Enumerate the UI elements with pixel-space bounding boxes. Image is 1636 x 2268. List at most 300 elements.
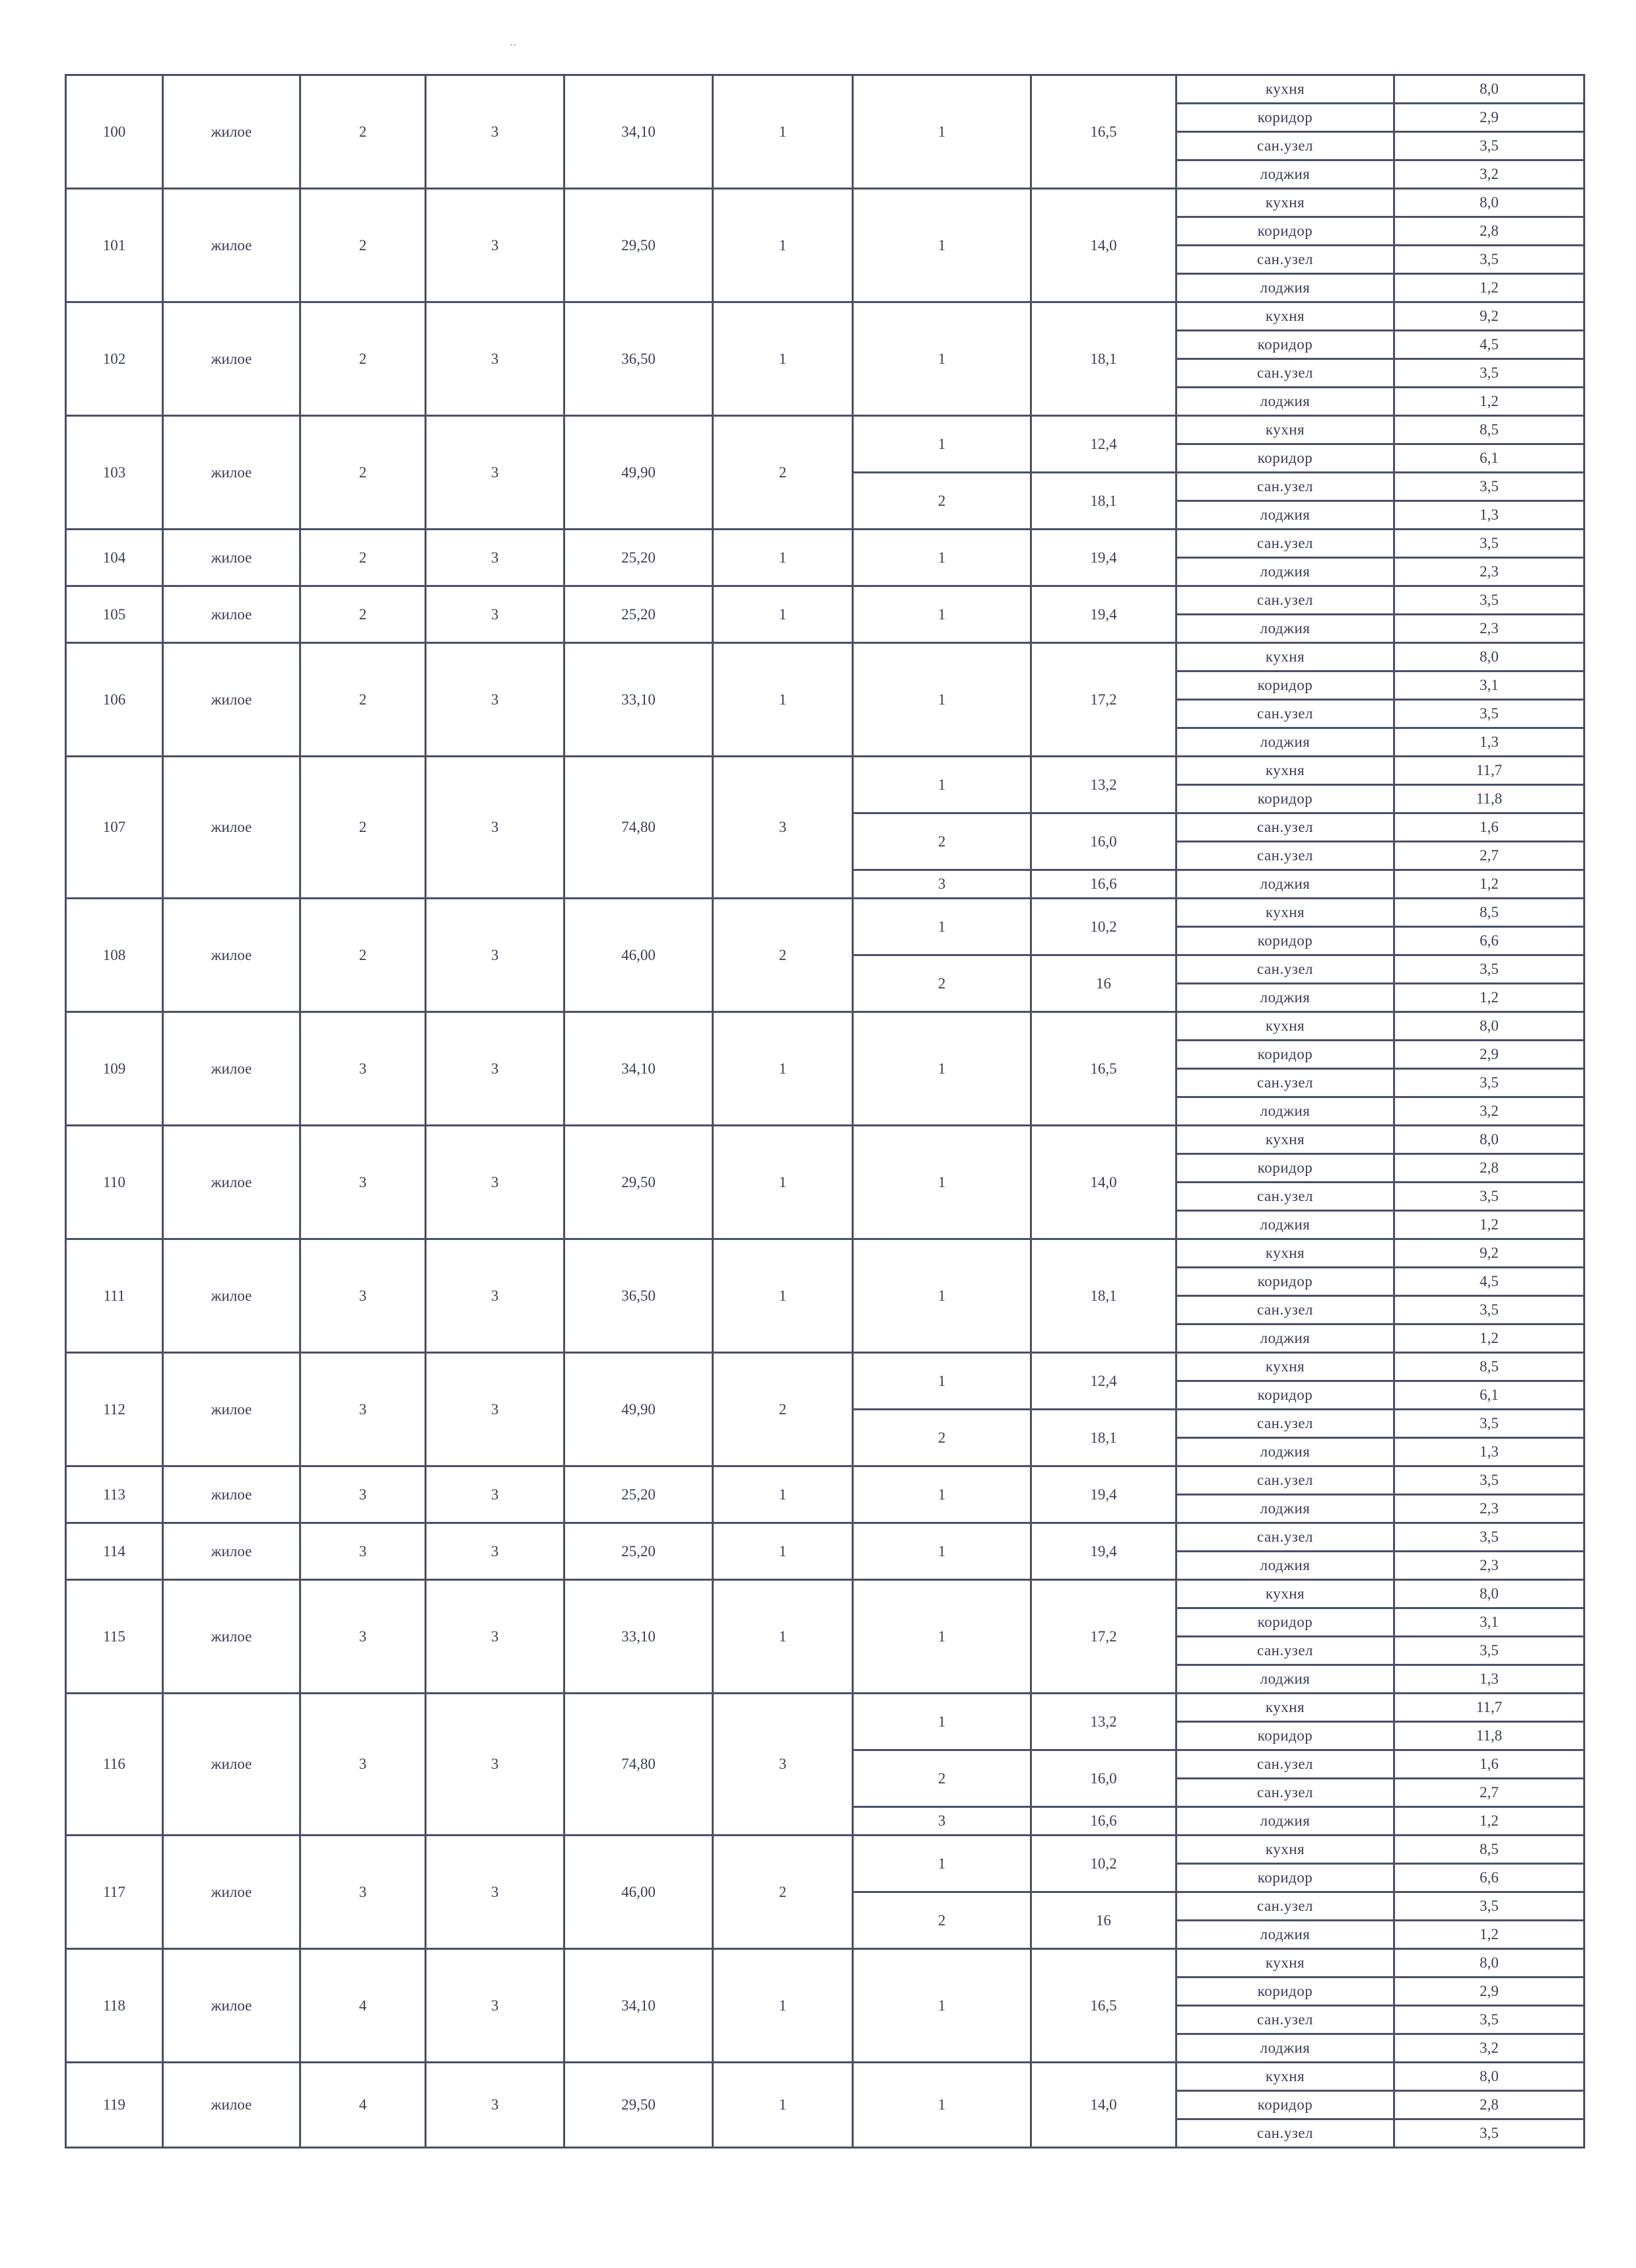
flat-type: жилое — [163, 1580, 300, 1694]
aux-room-name: лоджия — [1176, 1438, 1394, 1466]
aux-room-name: кухня — [1176, 189, 1394, 217]
aux-room-name: коридор — [1176, 927, 1394, 955]
aux-room-area: 1,2 — [1394, 1921, 1585, 1949]
aux-room-area: 2,9 — [1394, 104, 1585, 132]
rooms-count: 1 — [713, 75, 853, 189]
living-room-area: 18,1 — [1031, 302, 1176, 416]
aux-room-name: лоджия — [1176, 1211, 1394, 1239]
rooms-count: 1 — [713, 1012, 853, 1126]
aux-room-area: 1,2 — [1394, 388, 1585, 416]
flat-type: жилое — [163, 302, 300, 416]
flat-number: 109 — [66, 1012, 163, 1126]
section-cell: 3 — [426, 899, 564, 1012]
flat-type: жилое — [163, 1694, 300, 1836]
living-room-number: 2 — [853, 955, 1031, 1012]
aux-room-area: 6,6 — [1394, 1864, 1585, 1892]
flat-number: 111 — [66, 1239, 163, 1353]
aux-room-area: 8,0 — [1394, 643, 1585, 671]
living-room-number: 1 — [853, 1949, 1031, 2063]
aux-room-name: лоджия — [1176, 1324, 1394, 1353]
table-row — [66, 1239, 1585, 1268]
living-room-number: 1 — [853, 416, 1031, 473]
aux-room-name: лоджия — [1176, 1921, 1394, 1949]
aux-room-name: кухня — [1176, 1580, 1394, 1608]
aux-room-name: лоджия — [1176, 1097, 1394, 1126]
table-row — [66, 1012, 1585, 1041]
floor-cell: 3 — [300, 1012, 426, 1126]
aux-room-name: сан.узел — [1176, 1183, 1394, 1211]
living-room-number: 1 — [853, 1012, 1031, 1126]
total-area: 34,10 — [564, 1949, 713, 2063]
flat-type: жилое — [163, 643, 300, 757]
total-area: 36,50 — [564, 302, 713, 416]
aux-room-name: сан.узел — [1176, 2119, 1394, 2148]
living-room-number: 1 — [853, 1580, 1031, 1694]
flat-type: жилое — [163, 189, 300, 302]
aux-room-area: 3,5 — [1394, 1523, 1585, 1552]
aux-room-area: 4,5 — [1394, 331, 1585, 359]
total-area: 33,10 — [564, 1580, 713, 1694]
total-area: 33,10 — [564, 643, 713, 757]
table-row — [66, 1523, 1585, 1552]
living-room-area: 14,0 — [1031, 1126, 1176, 1239]
aux-room-name: сан.узел — [1176, 1466, 1394, 1495]
aux-room-name: коридор — [1176, 1381, 1394, 1410]
flat-number: 106 — [66, 643, 163, 757]
total-area: 29,50 — [564, 189, 713, 302]
living-room-number: 2 — [853, 473, 1031, 530]
rooms-count: 2 — [713, 1353, 853, 1466]
living-room-area: 18,1 — [1031, 1239, 1176, 1353]
aux-room-name: коридор — [1176, 217, 1394, 246]
aux-room-name: лоджия — [1176, 615, 1394, 643]
aux-room-name: кухня — [1176, 416, 1394, 444]
floor-cell: 3 — [300, 1126, 426, 1239]
aux-room-name: сан.узел — [1176, 473, 1394, 501]
aux-room-name: сан.узел — [1176, 132, 1394, 160]
living-room-area: 17,2 — [1031, 1580, 1176, 1694]
floor-cell: 2 — [300, 643, 426, 757]
table-body — [66, 75, 1585, 2148]
aux-room-name: сан.узел — [1176, 2006, 1394, 2034]
floor-cell: 3 — [300, 1694, 426, 1836]
flat-type: жилое — [163, 1012, 300, 1126]
table-row — [66, 1466, 1585, 1495]
aux-room-name: кухня — [1176, 1239, 1394, 1268]
aux-room-name: сан.узел — [1176, 530, 1394, 558]
aux-room-name: лоджия — [1176, 1665, 1394, 1694]
living-room-number: 2 — [853, 1410, 1031, 1466]
section-cell: 3 — [426, 1012, 564, 1126]
aux-room-area: 3,5 — [1394, 359, 1585, 388]
living-room-number: 1 — [853, 1694, 1031, 1750]
aux-room-area: 8,5 — [1394, 1353, 1585, 1381]
table-row — [66, 586, 1585, 615]
aux-room-area: 3,5 — [1394, 1183, 1585, 1211]
flat-number: 102 — [66, 302, 163, 416]
total-area: 49,90 — [564, 416, 713, 530]
aux-room-area: 3,5 — [1394, 530, 1585, 558]
aux-room-area: 8,0 — [1394, 189, 1585, 217]
rooms-count: 1 — [713, 586, 853, 643]
rooms-count: 1 — [713, 302, 853, 416]
aux-room-name: лоджия — [1176, 388, 1394, 416]
living-room-number: 1 — [853, 899, 1031, 955]
aux-room-area: 3,5 — [1394, 2119, 1585, 2148]
aux-room-area: 3,1 — [1394, 1608, 1585, 1637]
aux-room-area: 2,7 — [1394, 1779, 1585, 1807]
table-row — [66, 1353, 1585, 1381]
aux-room-area: 11,7 — [1394, 757, 1585, 785]
living-room-area: 17,2 — [1031, 643, 1176, 757]
aux-room-area: 3,2 — [1394, 1097, 1585, 1126]
flat-number: 117 — [66, 1836, 163, 1949]
table-row — [66, 75, 1585, 104]
total-area: 25,20 — [564, 586, 713, 643]
aux-room-area: 3,5 — [1394, 1410, 1585, 1438]
aux-room-area: 11,7 — [1394, 1694, 1585, 1722]
flat-type: жилое — [163, 757, 300, 899]
aux-room-area: 6,6 — [1394, 927, 1585, 955]
flat-number: 107 — [66, 757, 163, 899]
section-cell: 3 — [426, 1949, 564, 2063]
flat-type: жилое — [163, 1126, 300, 1239]
aux-room-name: лоджия — [1176, 870, 1394, 899]
aux-room-area: 1,2 — [1394, 1807, 1585, 1836]
section-cell: 3 — [426, 1239, 564, 1353]
flat-number: 103 — [66, 416, 163, 530]
section-cell: 3 — [426, 302, 564, 416]
aux-room-area: 8,5 — [1394, 416, 1585, 444]
table-row — [66, 899, 1585, 927]
floor-cell: 4 — [300, 2063, 426, 2148]
flat-type: жилое — [163, 1466, 300, 1523]
flat-number: 112 — [66, 1353, 163, 1466]
aux-room-area: 11,8 — [1394, 1722, 1585, 1750]
flat-number: 119 — [66, 2063, 163, 2148]
living-room-number: 1 — [853, 2063, 1031, 2148]
aux-room-area: 2,8 — [1394, 217, 1585, 246]
aux-room-area: 1,6 — [1394, 1750, 1585, 1779]
flat-type: жилое — [163, 2063, 300, 2148]
aux-room-area: 3,5 — [1394, 1466, 1585, 1495]
aux-room-name: коридор — [1176, 444, 1394, 473]
living-room-area: 18,1 — [1031, 473, 1176, 530]
aux-room-name: кухня — [1176, 1126, 1394, 1154]
living-room-number: 2 — [853, 813, 1031, 870]
aux-room-name: коридор — [1176, 1864, 1394, 1892]
living-room-area: 18,1 — [1031, 1410, 1176, 1466]
floor-cell: 2 — [300, 416, 426, 530]
aux-room-area: 3,5 — [1394, 1296, 1585, 1324]
flat-type: жилое — [163, 1949, 300, 2063]
rooms-count: 1 — [713, 1126, 853, 1239]
flat-number: 118 — [66, 1949, 163, 2063]
table-row — [66, 302, 1585, 331]
living-room-number: 1 — [853, 189, 1031, 302]
aux-room-name: кухня — [1176, 1836, 1394, 1864]
table-row — [66, 530, 1585, 558]
rooms-count: 3 — [713, 757, 853, 899]
aux-room-area: 2,3 — [1394, 615, 1585, 643]
floor-cell: 2 — [300, 189, 426, 302]
living-room-area: 14,0 — [1031, 2063, 1176, 2148]
total-area: 29,50 — [564, 1126, 713, 1239]
aux-room-area: 3,5 — [1394, 246, 1585, 274]
section-cell: 3 — [426, 1694, 564, 1836]
aux-room-name: сан.узел — [1176, 1637, 1394, 1665]
living-room-number: 3 — [853, 1807, 1031, 1836]
living-room-number: 1 — [853, 1353, 1031, 1410]
living-room-number: 1 — [853, 1126, 1031, 1239]
floor-cell: 3 — [300, 1353, 426, 1466]
total-area: 46,00 — [564, 899, 713, 1012]
aux-room-name: кухня — [1176, 1012, 1394, 1041]
aux-room-area: 3,5 — [1394, 700, 1585, 728]
aux-room-name: сан.узел — [1176, 1296, 1394, 1324]
table-row — [66, 1126, 1585, 1154]
table-row — [66, 1694, 1585, 1722]
aux-room-area: 8,5 — [1394, 899, 1585, 927]
aux-room-name: лоджия — [1176, 1495, 1394, 1523]
aux-room-name: коридор — [1176, 1268, 1394, 1296]
aux-room-area: 2,9 — [1394, 1977, 1585, 2006]
aux-room-area: 3,5 — [1394, 1069, 1585, 1097]
floor-cell: 3 — [300, 1523, 426, 1580]
floor-cell: 3 — [300, 1466, 426, 1523]
floor-cell: 4 — [300, 1949, 426, 2063]
aux-room-name: лоджия — [1176, 1552, 1394, 1580]
flat-number: 108 — [66, 899, 163, 1012]
aux-room-area: 8,5 — [1394, 1836, 1585, 1864]
table-row — [66, 643, 1585, 671]
aux-room-name: сан.узел — [1176, 700, 1394, 728]
aux-room-area: 4,5 — [1394, 1268, 1585, 1296]
aux-room-area: 8,0 — [1394, 1012, 1585, 1041]
total-area: 34,10 — [564, 1012, 713, 1126]
aux-room-area: 3,5 — [1394, 586, 1585, 615]
aux-room-area: 8,0 — [1394, 1126, 1585, 1154]
living-room-area: 13,2 — [1031, 757, 1176, 813]
aux-room-name: лоджия — [1176, 1807, 1394, 1836]
aux-room-name: сан.узел — [1176, 813, 1394, 842]
floor-cell: 2 — [300, 530, 426, 586]
table-row — [66, 757, 1585, 785]
flat-type: жилое — [163, 1836, 300, 1949]
section-cell: 3 — [426, 1523, 564, 1580]
aux-room-name: коридор — [1176, 1041, 1394, 1069]
aux-room-area: 8,0 — [1394, 75, 1585, 104]
total-area: 25,20 — [564, 1523, 713, 1580]
aux-room-area: 3,5 — [1394, 1637, 1585, 1665]
section-cell: 3 — [426, 416, 564, 530]
aux-room-name: коридор — [1176, 1977, 1394, 2006]
section-cell: 3 — [426, 1580, 564, 1694]
aux-room-area: 3,5 — [1394, 955, 1585, 984]
aux-room-area: 3,2 — [1394, 2034, 1585, 2063]
living-room-area: 16,0 — [1031, 1750, 1176, 1807]
flat-number: 115 — [66, 1580, 163, 1694]
aux-room-area: 2,8 — [1394, 2091, 1585, 2119]
aux-room-area: 3,5 — [1394, 473, 1585, 501]
aux-room-area: 9,2 — [1394, 1239, 1585, 1268]
flat-number: 116 — [66, 1694, 163, 1836]
aux-room-area: 6,1 — [1394, 1381, 1585, 1410]
section-cell: 3 — [426, 530, 564, 586]
total-area: 46,00 — [564, 1836, 713, 1949]
aux-room-name: кухня — [1176, 302, 1394, 331]
living-room-area: 16,5 — [1031, 75, 1176, 189]
aux-room-area: 3,5 — [1394, 132, 1585, 160]
table-row — [66, 416, 1585, 444]
aux-room-area: 8,0 — [1394, 1949, 1585, 1977]
aux-room-name: сан.узел — [1176, 246, 1394, 274]
living-room-number: 1 — [853, 1523, 1031, 1580]
flat-number: 101 — [66, 189, 163, 302]
aux-room-name: коридор — [1176, 671, 1394, 700]
aux-room-name: сан.узел — [1176, 1892, 1394, 1921]
rooms-count: 3 — [713, 1694, 853, 1836]
aux-room-area: 1,3 — [1394, 728, 1585, 757]
aux-room-name: коридор — [1176, 785, 1394, 813]
flat-type: жилое — [163, 1523, 300, 1580]
aux-room-name: коридор — [1176, 331, 1394, 359]
floor-cell: 3 — [300, 1836, 426, 1949]
aux-room-area: 1,2 — [1394, 1211, 1585, 1239]
aux-room-area: 3,5 — [1394, 1892, 1585, 1921]
aux-room-area: 3,5 — [1394, 2006, 1585, 2034]
living-room-area: 14,0 — [1031, 189, 1176, 302]
total-area: 74,80 — [564, 1694, 713, 1836]
floor-cell: 2 — [300, 586, 426, 643]
section-cell: 3 — [426, 189, 564, 302]
table-row — [66, 1580, 1585, 1608]
living-room-area: 16 — [1031, 955, 1176, 1012]
living-room-area: 16,6 — [1031, 1807, 1176, 1836]
flat-number: 100 — [66, 75, 163, 189]
flat-type: жилое — [163, 75, 300, 189]
aux-room-area: 1,6 — [1394, 813, 1585, 842]
flat-number: 104 — [66, 530, 163, 586]
rooms-count: 1 — [713, 1580, 853, 1694]
living-room-area: 16,6 — [1031, 870, 1176, 899]
aux-room-area: 2,7 — [1394, 842, 1585, 870]
section-cell: 3 — [426, 75, 564, 189]
living-room-area: 10,2 — [1031, 1836, 1176, 1892]
aux-room-area: 8,0 — [1394, 1580, 1585, 1608]
aux-room-name: сан.узел — [1176, 955, 1394, 984]
living-room-area: 19,4 — [1031, 1466, 1176, 1523]
section-cell: 3 — [426, 1126, 564, 1239]
aux-room-name: сан.узел — [1176, 1523, 1394, 1552]
total-area: 29,50 — [564, 2063, 713, 2148]
living-room-area: 19,4 — [1031, 530, 1176, 586]
rooms-count: 1 — [713, 1949, 853, 2063]
section-cell: 3 — [426, 1466, 564, 1523]
floor-cell: 2 — [300, 757, 426, 899]
floor-cell: 2 — [300, 899, 426, 1012]
floor-cell: 2 — [300, 302, 426, 416]
living-room-number: 1 — [853, 757, 1031, 813]
aux-room-name: коридор — [1176, 104, 1394, 132]
aux-room-area: 1,3 — [1394, 1665, 1585, 1694]
floor-cell: 2 — [300, 75, 426, 189]
aux-room-area: 1,2 — [1394, 984, 1585, 1012]
aux-room-area: 2,9 — [1394, 1041, 1585, 1069]
aux-room-name: сан.узел — [1176, 1779, 1394, 1807]
aux-room-name: коридор — [1176, 1722, 1394, 1750]
living-room-area: 19,4 — [1031, 1523, 1176, 1580]
aux-room-name: кухня — [1176, 75, 1394, 104]
living-room-number: 1 — [853, 643, 1031, 757]
table-row — [66, 2063, 1585, 2091]
living-room-area: 16,5 — [1031, 1949, 1176, 2063]
rooms-count: 1 — [713, 1466, 853, 1523]
living-room-area: 16,0 — [1031, 813, 1176, 870]
flat-number: 105 — [66, 586, 163, 643]
table-row — [66, 1836, 1585, 1864]
total-area: 25,20 — [564, 530, 713, 586]
living-room-number: 1 — [853, 302, 1031, 416]
flat-type: жилое — [163, 1353, 300, 1466]
aux-room-area: 8,0 — [1394, 2063, 1585, 2091]
aux-room-area: 1,3 — [1394, 501, 1585, 530]
section-cell: 3 — [426, 757, 564, 899]
aux-room-name: лоджия — [1176, 274, 1394, 302]
table-row — [66, 189, 1585, 217]
aux-room-area: 3,1 — [1394, 671, 1585, 700]
living-room-area: 10,2 — [1031, 899, 1176, 955]
living-room-area: 12,4 — [1031, 1353, 1176, 1410]
section-cell: 3 — [426, 586, 564, 643]
total-area: 36,50 — [564, 1239, 713, 1353]
flat-type: жилое — [163, 899, 300, 1012]
living-room-number: 1 — [853, 75, 1031, 189]
aux-room-area: 2,3 — [1394, 1552, 1585, 1580]
aux-room-area: 6,1 — [1394, 444, 1585, 473]
aux-room-area: 1,2 — [1394, 1324, 1585, 1353]
rooms-count: 1 — [713, 189, 853, 302]
flat-type: жилое — [163, 416, 300, 530]
living-room-number: 3 — [853, 870, 1031, 899]
aux-room-area: 2,8 — [1394, 1154, 1585, 1183]
aux-room-name: кухня — [1176, 757, 1394, 785]
rooms-count: 1 — [713, 1523, 853, 1580]
living-room-number: 1 — [853, 530, 1031, 586]
aux-room-name: лоджия — [1176, 160, 1394, 189]
aux-room-area: 1,3 — [1394, 1438, 1585, 1466]
apartment-table — [65, 74, 1585, 2148]
aux-room-area: 11,8 — [1394, 785, 1585, 813]
living-room-area: 16,5 — [1031, 1012, 1176, 1126]
table-row — [66, 1949, 1585, 1977]
aux-room-name: сан.узел — [1176, 842, 1394, 870]
rooms-count: 1 — [713, 2063, 853, 2148]
living-room-number: 1 — [853, 1466, 1031, 1523]
aux-room-name: сан.узел — [1176, 359, 1394, 388]
aux-room-name: кухня — [1176, 1353, 1394, 1381]
flat-type: жилое — [163, 1239, 300, 1353]
aux-room-area: 2,3 — [1394, 1495, 1585, 1523]
aux-room-name: сан.узел — [1176, 1069, 1394, 1097]
rooms-count: 1 — [713, 643, 853, 757]
living-room-area: 13,2 — [1031, 1694, 1176, 1750]
total-area: 25,20 — [564, 1466, 713, 1523]
living-room-number: 2 — [853, 1750, 1031, 1807]
floor-cell: 3 — [300, 1580, 426, 1694]
aux-room-name: сан.узел — [1176, 586, 1394, 615]
living-room-area: 12,4 — [1031, 416, 1176, 473]
